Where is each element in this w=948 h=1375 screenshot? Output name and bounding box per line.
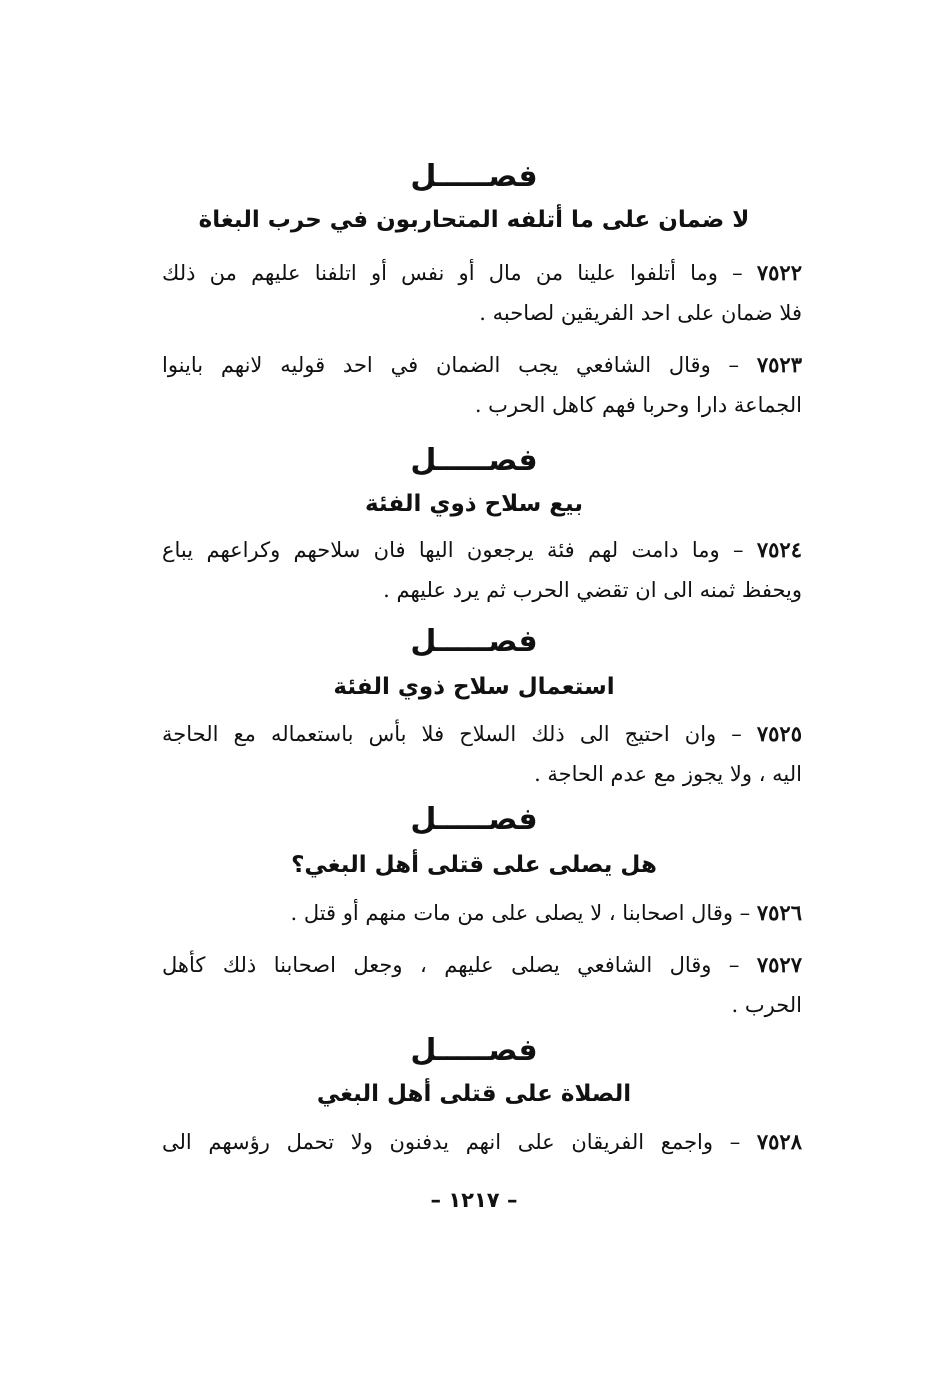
paragraph-text: – وقال اصحابنا ، لا يصلى على من مات منهم أو قتل . — [290, 901, 751, 925]
paragraph-line — [162, 530, 802, 570]
paragraph-line — [162, 945, 802, 985]
paragraph-line: اليه ، ولا يجوز مع عدم الحاجة . — [534, 762, 802, 786]
section-title: بيع سلاح ذوي الفئة — [364, 491, 583, 517]
paragraph — [162, 893, 802, 933]
paragraph-text: – وان احتيج الى ذلك السلاح فلا بأس باستعماله مع الحاجة — [162, 722, 742, 746]
paragraph-line — [162, 253, 802, 293]
paragraph-text: – وما دامت لهم فئة يرجعون اليها فان سلاحهم وكراعهم يباع — [162, 538, 744, 562]
paragraph-line — [162, 345, 802, 385]
page-number: – ١٢١٧ – — [430, 1188, 518, 1212]
paragraph-number: ٧٥٢٣ — [756, 352, 802, 377]
paragraph-number: ٧٥٢٢ — [756, 260, 802, 285]
paragraph-number: ٧٥٢٧ — [756, 952, 802, 977]
paragraph — [162, 530, 802, 610]
section-marker: فصـــــل — [410, 1033, 538, 1068]
section-title: لا ضمان على ما أتلفه المتحاربون في حرب البغاة — [198, 207, 750, 233]
paragraph — [162, 714, 802, 794]
paragraph-number: ٧٥٢٤ — [756, 537, 802, 562]
paragraph-text: – وقال الشافعي يجب الضمان في احد قوليه لانهم باينوا — [162, 353, 740, 377]
section-title: الصلاة على قتلى أهل البغي — [316, 1081, 632, 1107]
section-marker: فصـــــل — [410, 802, 538, 837]
paragraph — [162, 345, 802, 425]
paragraph-number: ٧٥٢٨ — [756, 1129, 802, 1154]
paragraph-number: ٧٥٢٦ — [756, 900, 802, 925]
paragraph-number: ٧٥٢٥ — [756, 721, 802, 746]
paragraph-line: الجماعة دارا وحربا فهم كاهل الحرب . — [474, 393, 802, 417]
section-marker: فصـــــل — [410, 443, 538, 478]
paragraph-text: – واجمع الفريقان على انهم يدفنون ولا تحمل رؤسهم الى — [162, 1130, 741, 1154]
section-marker: فصـــــل — [410, 624, 538, 659]
section-title: استعمال سلاح ذوي الفئة — [333, 674, 615, 700]
paragraph-text: – وما أتلفوا علينا من مال أو نفس أو اتلفنا عليهم من ذلك — [162, 261, 743, 285]
paragraph-line — [162, 893, 802, 933]
section-marker: فصـــــل — [410, 159, 538, 194]
paragraph-line — [162, 714, 802, 754]
section-title: هل يصلى على قتلى أهل البغي؟ — [291, 852, 657, 878]
paragraph-line: فلا ضمان على احد الفريقين لصاحبه . — [479, 301, 802, 325]
paragraph-line: ويحفظ ثمنه الى ان تقضي الحرب ثم يرد عليهم . — [383, 578, 802, 602]
paragraph-line — [162, 1122, 802, 1162]
paragraph — [162, 945, 802, 1025]
paragraph — [162, 253, 802, 333]
paragraph-line: الحرب . — [731, 993, 802, 1017]
paragraph — [162, 1122, 802, 1162]
paragraph-text: – وقال الشافعي يصلى عليهم ، وجعل اصحابنا ذلك كأهل — [162, 953, 740, 977]
